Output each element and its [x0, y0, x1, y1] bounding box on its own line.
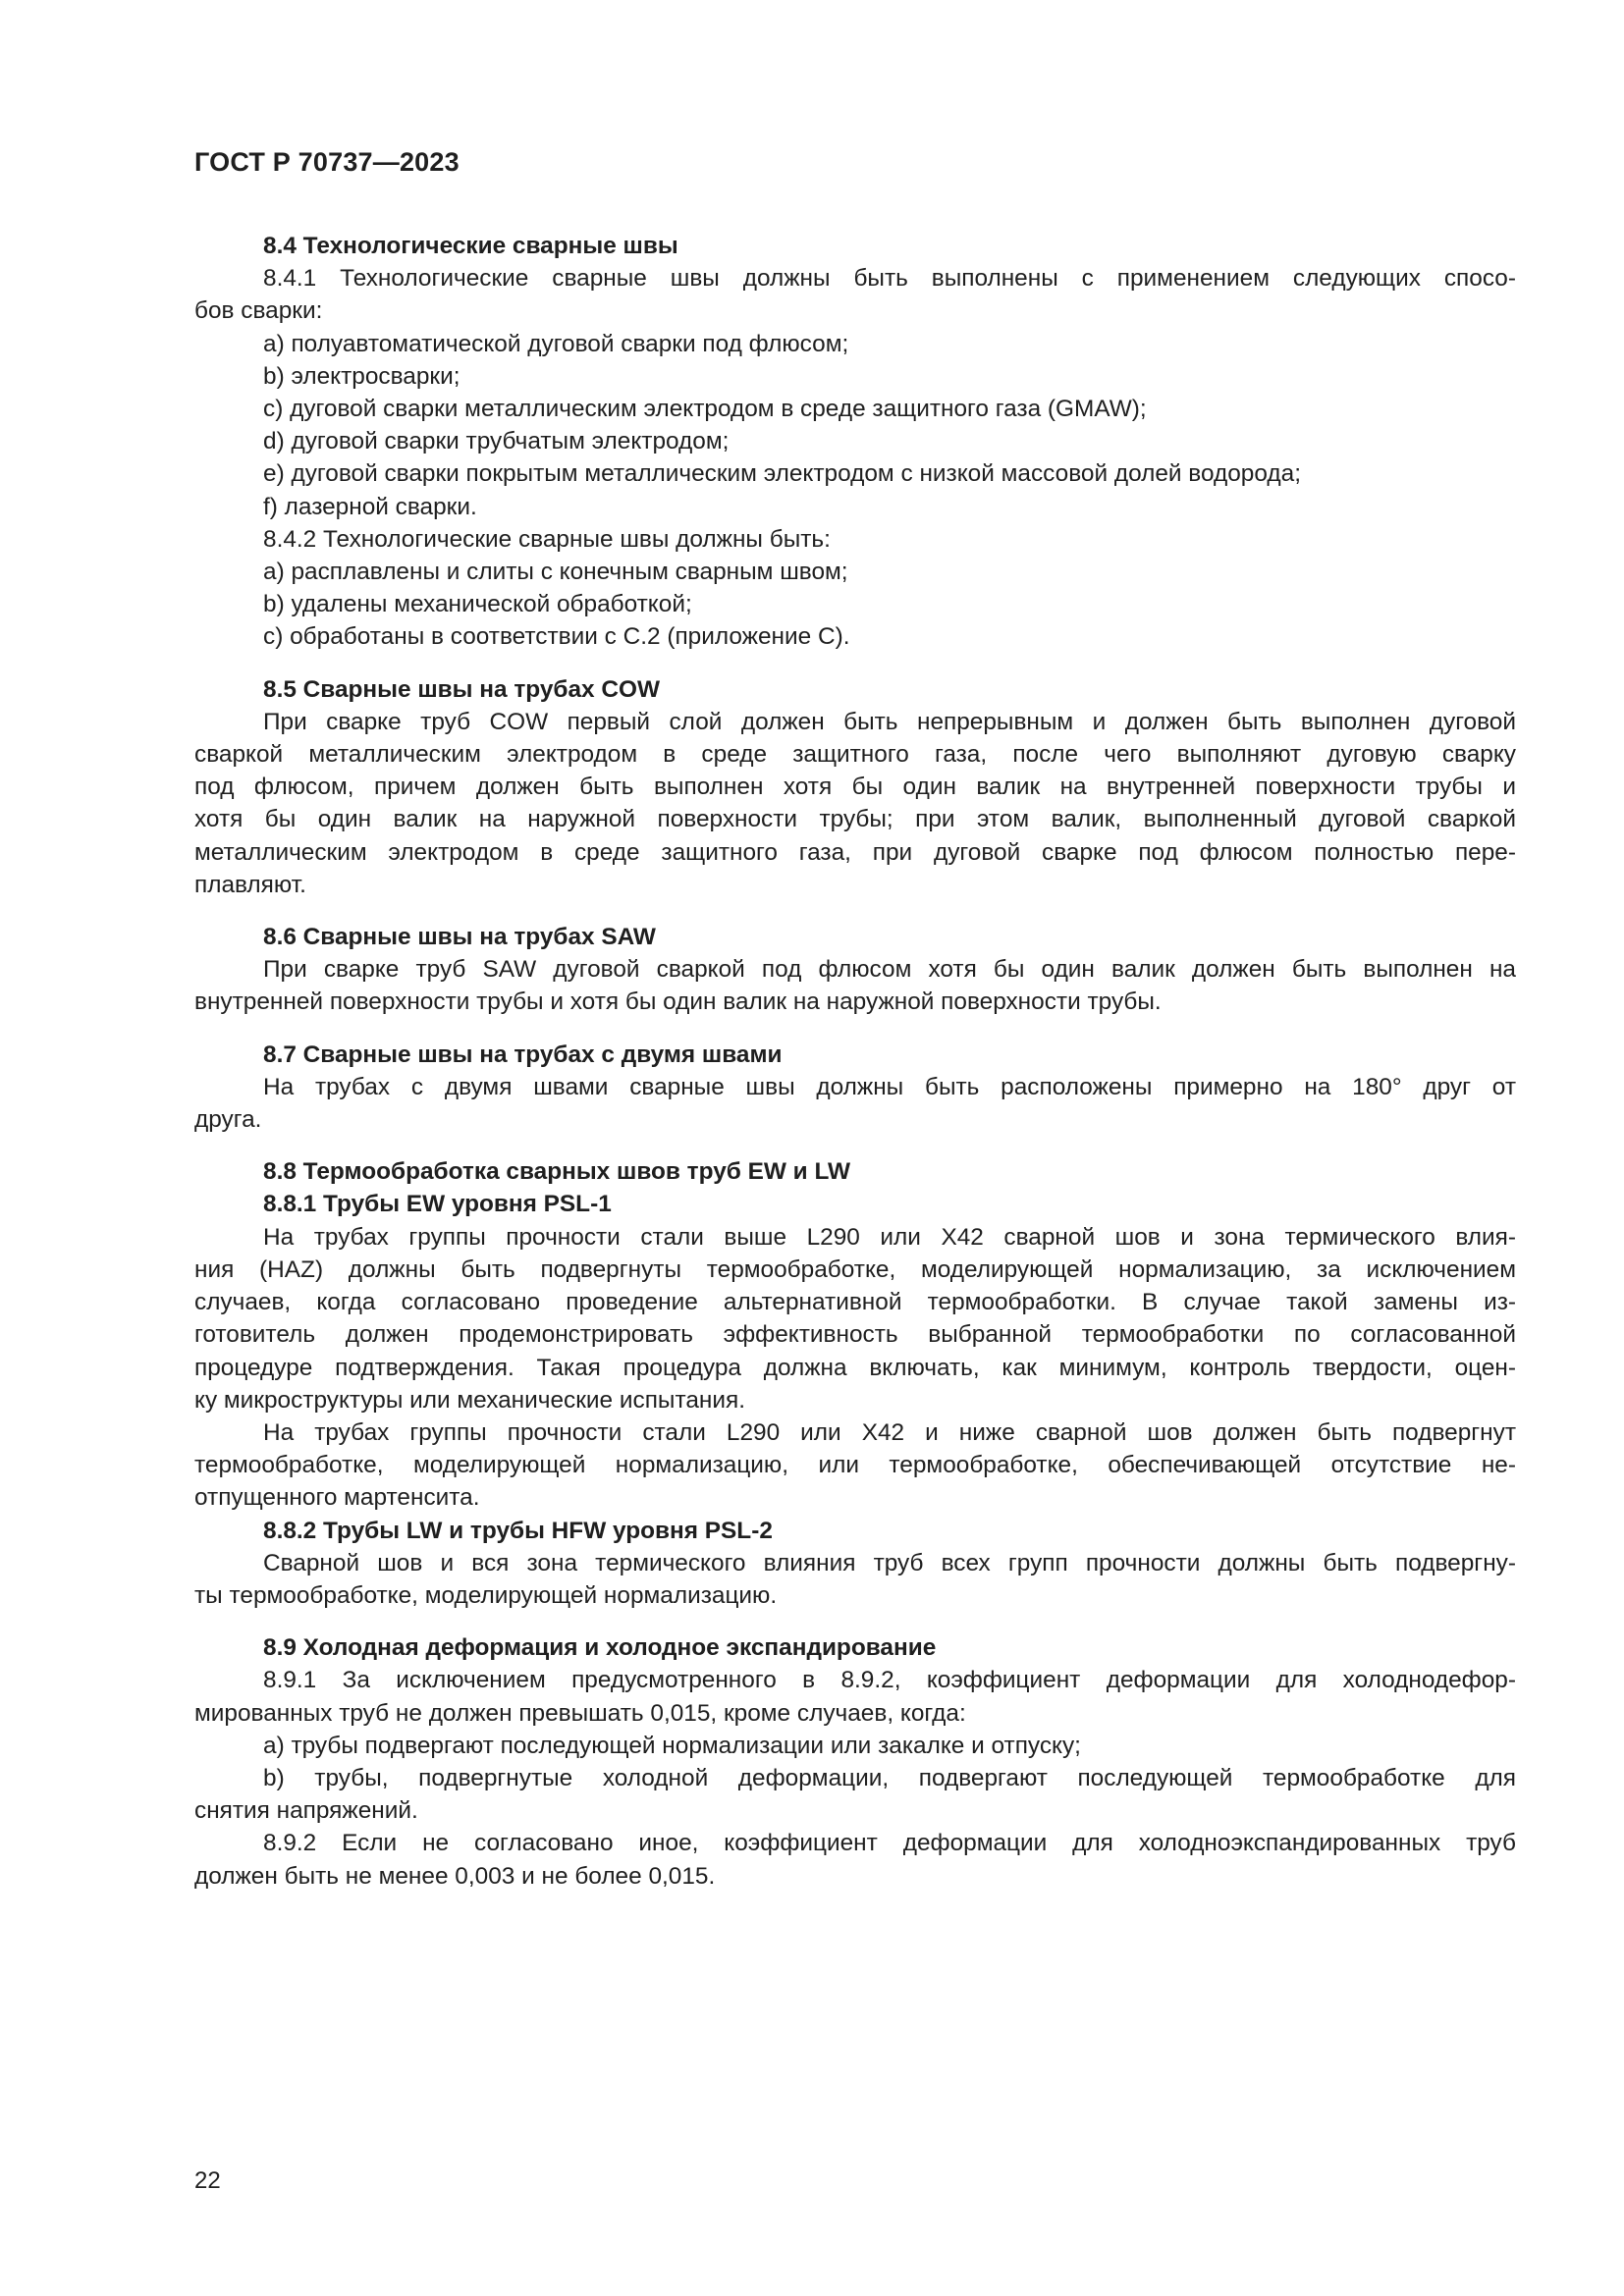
paragraph-line: случаев, когда согласовано проведение альтернативной термообработки. В случае такой замены из- — [194, 1289, 1516, 1316]
paragraph-line: На трубах группы прочности стали выше L290 или X42 сварной шов и зона термического влия- — [263, 1223, 1516, 1251]
section-heading-8-9: 8.9 Холодная деформация и холодное экспандирование — [263, 1634, 937, 1662]
list-item: b) трубы, подвергнутые холодной деформации, подвергают последующей термообработке для — [263, 1764, 1516, 1791]
paragraph-line: друга. — [194, 1106, 262, 1134]
paragraph-line: При сварке труб SAW дуговой сваркой под флюсом хотя бы один валик должен быть выполнен на — [263, 956, 1516, 984]
paragraph-line: 8.4.1 Технологические сварные швы должны быть выполнены с применением следующих спосо- — [263, 265, 1516, 293]
list-item: c) обработаны в соответствии с С.2 (приложение С). — [263, 623, 850, 651]
paragraph-line: мированных труб не должен превышать 0,015, кроме случаев, когда: — [194, 1699, 966, 1727]
paragraph-line: При сварке труб COW первый слой должен быть непрерывным и должен быть выполнен дуговой — [263, 708, 1516, 735]
page-number: 22 — [194, 2167, 221, 2194]
list-item: f) лазерной сварки. — [263, 493, 477, 520]
paragraph-line: процедуре подтверждения. Такая процедура должна включать, как минимум, контроль твердости, оцен- — [194, 1354, 1516, 1381]
paragraph-line: плавляют. — [194, 871, 306, 898]
paragraph-line: должен быть не менее 0,003 и не более 0,015. — [194, 1862, 716, 1890]
list-item: e) дуговой сварки покрытым металлическим электродом с низкой массовой долей водорода; — [263, 460, 1301, 488]
paragraph-line: 8.4.2 Технологические сварные швы должны быть: — [263, 525, 831, 553]
paragraph-line: Сварной шов и вся зона термического влияния труб всех групп прочности должны быть подвергну- — [263, 1549, 1516, 1576]
paragraph-line: 8.9.2 Если не согласовано иное, коэффициент деформации для холодноэкспандированных труб — [263, 1830, 1516, 1857]
paragraph-line: внутренней поверхности трубы и хотя бы один валик на наружной поверхности трубы. — [194, 988, 1162, 1016]
list-item: c) дуговой сварки металлическим электродом в среде защитного газа (GMAW); — [263, 396, 1147, 423]
paragraph-line: сваркой металлическим электродом в среде защитного газа, после чего выполняют дуговую сварку — [194, 741, 1516, 769]
list-item: a) трубы подвергают последующей нормализации или закалке и отпуску; — [263, 1732, 1081, 1759]
paragraph-line: отпущенного мартенсита. — [194, 1484, 480, 1512]
list-item: a) расплавлены и слиты с конечным сварным швом; — [263, 559, 848, 586]
paragraph-line: бов сварки: — [194, 297, 323, 325]
document-header: ГОСТ Р 70737—2023 — [194, 147, 460, 177]
paragraph-line: термообработке, моделирующей нормализацию, или термообработке, обеспечивающей отсутствие не- — [194, 1452, 1516, 1479]
subsection-heading-8-8-2: 8.8.2 Трубы LW и трубы HFW уровня PSL-2 — [263, 1517, 773, 1544]
paragraph-line: готовитель должен продемонстрировать эффективность выбранной термообработки по согласованной — [194, 1321, 1516, 1349]
section-heading-8-4: 8.4 Технологические сварные швы — [263, 233, 678, 259]
list-item: b) электросварки; — [263, 362, 460, 390]
paragraph-line: ния (HAZ) должны быть подвергнуты термообработке, моделирующей нормализацию, за исключением — [194, 1255, 1516, 1283]
paragraph-line: под флюсом, причем должен быть выполнен хотя бы один валик на внутренней поверхности трубы и — [194, 774, 1516, 801]
paragraph-line: снятия напряжений. — [194, 1797, 418, 1825]
list-item: b) удалены механической обработкой; — [263, 591, 692, 618]
section-heading-8-6: 8.6 Сварные швы на трубах SAW — [263, 924, 656, 951]
list-item: d) дуговой сварки трубчатым электродом; — [263, 428, 730, 455]
document-body — [194, 230, 1516, 1893]
paragraph-line: хотя бы один валик на наружной поверхности трубы; при этом валик, выполненный дуговой сваркой — [194, 806, 1516, 833]
section-heading-8-5: 8.5 Сварные швы на трубах COW — [263, 675, 661, 703]
paragraph-line: ку микроструктуры или механические испытания. — [194, 1386, 745, 1414]
paragraph-line: На трубах группы прочности стали L290 или X42 и ниже сварной шов должен быть подвергнут — [263, 1418, 1516, 1446]
paragraph-line: 8.9.1 За исключением предусмотренного в 8.9.2, коэффициент деформации для холоднодефор- — [263, 1667, 1516, 1694]
subsection-heading-8-8-1: 8.8.1 Трубы EW уровня PSL-1 — [263, 1191, 612, 1218]
paragraph-line: металлическим электродом в среде защитного газа, при дуговой сварке под флюсом полностью пере- — [194, 838, 1516, 866]
section-heading-8-7: 8.7 Сварные швы на трубах с двумя швами — [263, 1041, 783, 1068]
list-item: a) полуавтоматической дуговой сварки под флюсом; — [263, 330, 849, 357]
paragraph-line: На трубах с двумя швами сварные швы должны быть расположены примерно на 180° друг от — [263, 1073, 1516, 1100]
section-heading-8-8: 8.8 Термообработка сварных швов труб EW и LW — [263, 1158, 851, 1186]
paragraph-line: ты термообработке, моделирующей нормализацию. — [194, 1581, 778, 1609]
